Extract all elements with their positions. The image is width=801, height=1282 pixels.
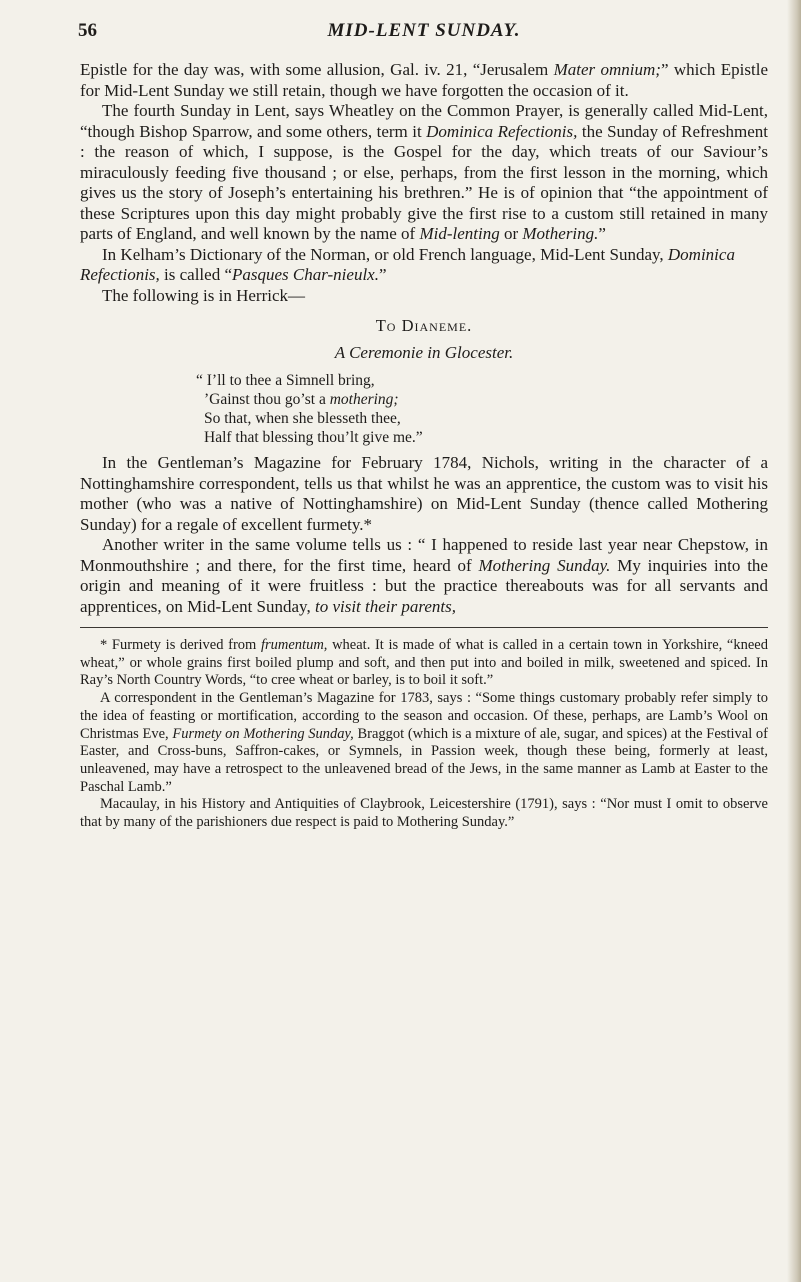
italic-run: mothering; — [329, 391, 399, 408]
italic-run: to visit their parents, — [314, 596, 456, 616]
text-run: wheat. It is made of what is called in a certain town in Yorkshire, “kneed wheat,” or whole grains first boiled plump and soft, and then put into and boiled in milk, sweetened and spiced. In Ray’s North Country Words, “to cree wheat or barley, is to boil it soft.” — [80, 637, 768, 689]
text-run: is called “ — [159, 265, 232, 284]
italic-run: Mothering Sunday. — [478, 555, 611, 575]
text-run: ” which Epistle for Mid-Lent Sunday we still retain, though we have forgotten the occasion of it. — [80, 60, 768, 100]
main-text — [80, 60, 768, 617]
italic-run: Furmety on Mothering Sunday, — [172, 725, 354, 742]
poem-line: Half that blessing thou’lt give me.” — [204, 429, 423, 446]
italic-run: Mothering. — [522, 224, 599, 243]
text-run: or — [499, 224, 523, 243]
footnote-furmety — [80, 637, 768, 690]
text-run: A correspondent in the Gentleman’s Magazine for 1783, says : “Some things customary probably refer simply to the idea of feasting or mortification, according to the season and occasion. Of these, perhaps, are Lamb’s Wool on Christmas Eve, — [80, 690, 768, 742]
text-run: Epistle for the day was, with some allusion, Gal. iv. 21, “Jerusalem — [80, 60, 554, 79]
footnote-rule — [80, 627, 768, 628]
poem-title: To Dianeme. — [375, 316, 473, 335]
paragraph-kelham — [80, 245, 768, 286]
text-run: In Kelham’s Dictionary of the Norman, or old French language, Mid-Lent Sunday, — [102, 244, 668, 264]
footnote-correspondent — [80, 690, 768, 796]
paragraph-herrick: The following is in Herrick— — [102, 285, 306, 305]
footnotes — [80, 637, 768, 832]
page-number: 56 — [78, 20, 97, 41]
italic-run: Pasques Char-nieulx. — [232, 265, 379, 284]
text-run: * Furmety is derived from — [100, 637, 261, 653]
paragraph-epistle — [80, 60, 768, 101]
italic-run: Dominica Refectionis, — [426, 121, 578, 141]
page-header — [80, 0, 768, 60]
running-head: MID-LENT SUNDAY. — [327, 20, 521, 41]
text-run: Braggot (which is a mixture of ale, sugar, and spices) at the Festival of Easter, and Cross-buns, Saffron-cakes, or Symnels, in Passion week, though these being, formerly at least, unleavened, may have a retrospect to the unleavened bread of the Jews, in the same manner as Lamb at Easter to the Paschal Lamb.” — [80, 725, 768, 795]
paragraph-chepstow — [80, 535, 768, 617]
text-run: ” — [598, 224, 606, 243]
footnote-macaulay: Macaulay, in his History and Antiquities of Claybrook, Leicestershire (1791), says : “Nor must I omit to observe that by many of the parishioners due respect is paid to Mothering Sunday.” — [80, 796, 768, 831]
italic-run: Dominica Refectionis, — [80, 244, 735, 284]
poem-line: “ I’ll to thee a Simnell bring, — [196, 372, 375, 389]
text-run: My inquiries into the origin and meaning of it were fruitless : but the practice thereabouts was for all servants and apprentices, on Mid-Lent Sunday, — [80, 555, 768, 616]
poem-verse — [196, 371, 768, 447]
text-run: ” — [378, 265, 387, 284]
page-edge-shadow — [787, 0, 801, 1282]
paragraph-wheatley — [80, 101, 768, 245]
text-run: The fourth Sunday in Lent, says Wheatley on the Common Prayer, is generally called Mid-Lent, “though Bishop Sparrow, and some others, term it — [80, 101, 768, 141]
poem-line: So that, when she blesseth thee, — [204, 410, 401, 427]
book-page — [80, 0, 768, 832]
paragraph-gentlemans-magazine: In the Gentleman’s Magazine for February 1784, Nichols, writing in the character of a Nottinghamshire correspondent, tells us that whilst he was an apprentice, the custom was to visit his mother (who was a native of Nottinghamshire) on Mid-Lent Sunday (thence called Mothering Sunday) for a regale of excellent furmety.* — [80, 453, 768, 534]
poem-subtitle: A Ceremonie in Glocester. — [334, 342, 514, 362]
italic-run: frumentum, — [260, 637, 328, 653]
text-run: Another writer in the same volume tells us : “ I happened to reside last year near Chepstow, in Monmouthshire ; and there, for the first time, heard of — [80, 535, 768, 575]
poem-line — [196, 390, 768, 409]
italic-run: Mater omnium; — [553, 60, 661, 79]
italic-run: Mid-lenting — [419, 224, 500, 243]
text-run: ’Gainst thou go’st a — [204, 391, 330, 408]
text-run: the Sunday of Refreshment : the reason of which, I suppose, is the Gospel for the day, which treats of our Saviour’s miraculously feeding five thousand ; or else, perhaps, from the first lesson in the morning, which gives us the story of Joseph’s entertaining his brethren.” He is of opinion that “the appointment of these Scriptures upon this day might probably give the first rise to a custom still retained in many parts of England, and well known by the name of — [80, 121, 768, 243]
